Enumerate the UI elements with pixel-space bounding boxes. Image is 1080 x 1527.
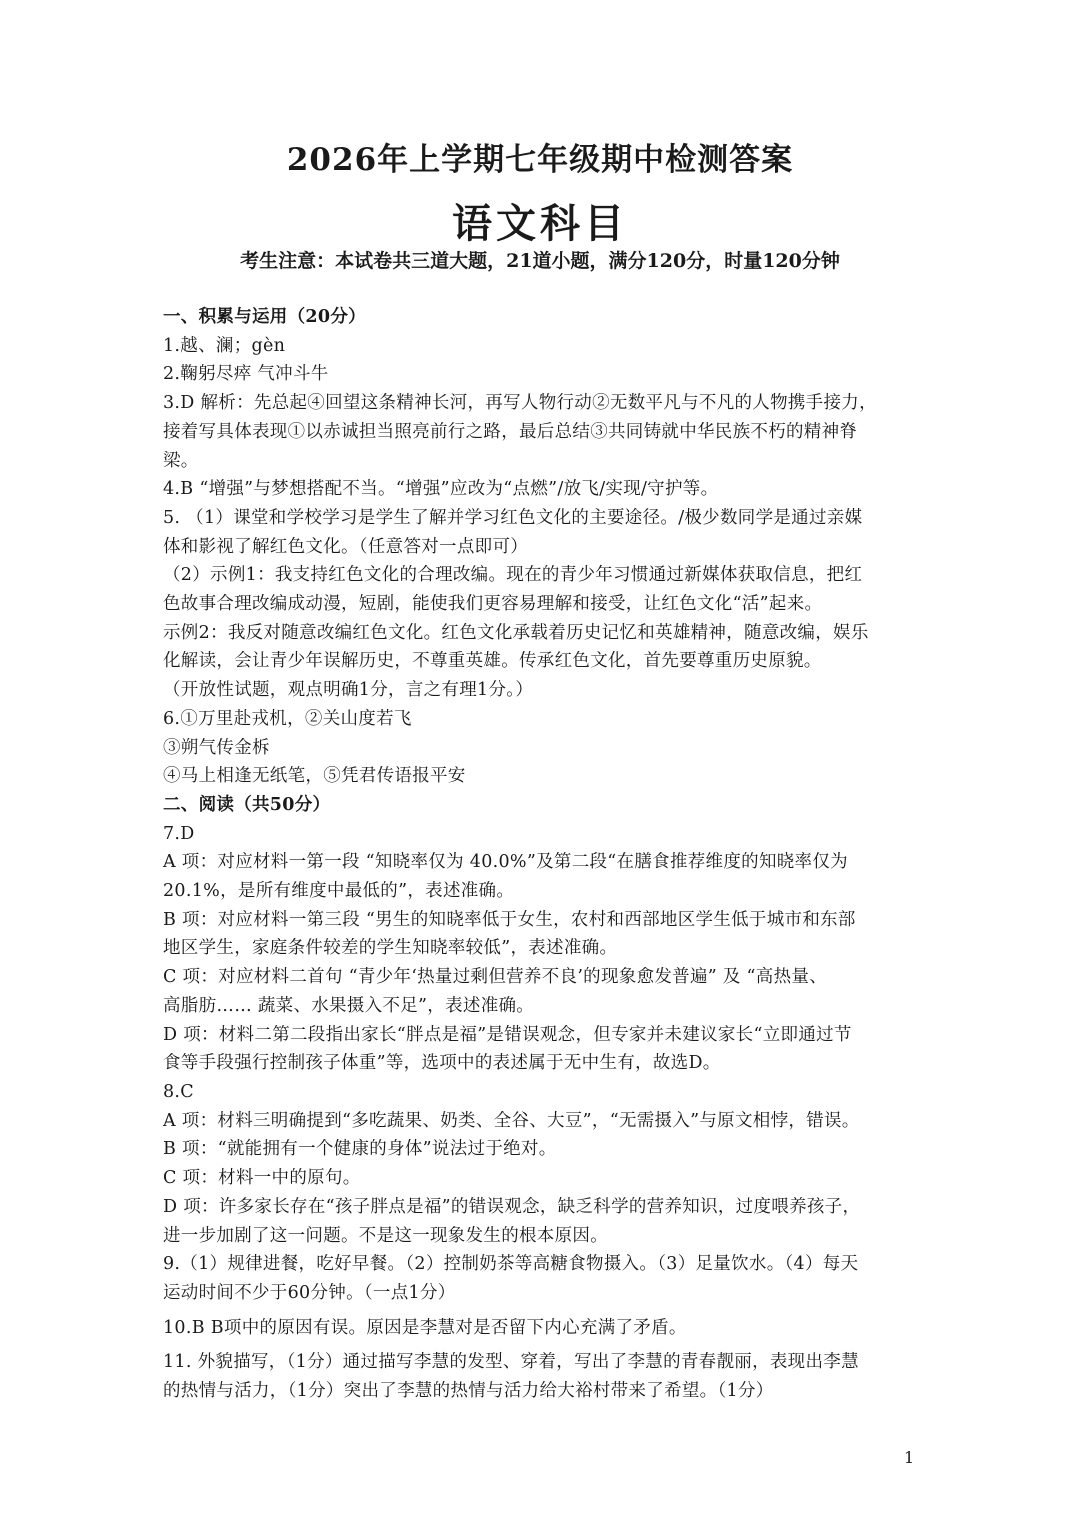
section-heading: 二、阅读（共50分） xyxy=(163,794,331,815)
answer-line: 色故事合理改编成动漫，短剧，能使我们更容易理解和接受，让红色文化“活”起来。 xyxy=(163,594,823,615)
exam-notice: 考生注意：本试卷共三道大题，21道小题，满分120分，时量120分钟 xyxy=(240,250,840,272)
answer-line: ④马上相逢无纸笔，⑤凭君传语报平安 xyxy=(163,766,466,787)
answer-line: 1.越、澜；gèn xyxy=(163,335,286,356)
answer-line: 接着写具体表现①以赤诚担当照亮前行之路，最后总结③共同铸就中华民族不朽的精神脊 xyxy=(163,421,858,442)
page-title: 2026年上学期七年级期中检测答案 xyxy=(286,142,794,178)
answer-line: 20.1%，是所有维度中最低的”，表述准确。 xyxy=(163,881,515,902)
answer-line: 7.D xyxy=(163,823,195,844)
answer-line: 运动时间不少于60分钟。（一点1分） xyxy=(163,1282,456,1303)
answer-line: D 项：许多家长存在“孩子胖点是福”的错误观念，缺乏科学的营养知识，过度喂养孩子， xyxy=(163,1196,861,1217)
answer-line: D 项：材料二第二段指出家长“胖点是福”是错误观念，但专家并未建议家长“立即通过节 xyxy=(163,1024,852,1045)
answer-line: 2.鞠躬尽瘁 气冲斗牛 xyxy=(163,364,329,385)
section-heading: 一、积累与运用（20分） xyxy=(163,307,366,327)
answer-line: B 项：“就能拥有一个健康的身体”说法过于绝对。 xyxy=(163,1139,557,1160)
answer-line: 5. （1）课堂和学校学习是学生了解并学习红色文化的主要途径。/极少数同学是通过亲媒 xyxy=(163,507,863,528)
answer-line: 梁。 xyxy=(163,450,199,471)
answer-line: 3.D 解析：先总起④回望这条精神长河，再写人物行动②无数平凡与不凡的人物携手接力， xyxy=(163,393,877,414)
answer-line: C 项：材料一中的原句。 xyxy=(163,1168,361,1189)
answer-line: B 项：对应材料一第三段 “男生的知晓率低于女生，农村和西部地区学生低于城市和东部 xyxy=(163,909,856,930)
answer-line: （开放性试题，观点明确1分，言之有理1分。） xyxy=(163,680,534,701)
answer-line: 11. 外貌描写，（1分）通过描写李慧的发型、穿着，写出了李慧的青春靓丽，表现出李慧 xyxy=(163,1352,859,1373)
answer-line: （2）示例1：我支持红色文化的合理改编。现在的青少年习惯通过新媒体获取信息，把红 xyxy=(163,565,863,586)
answer-line: 地区学生，家庭条件较差的学生知晓率较低”，表述准确。 xyxy=(163,938,618,959)
page-number: 1 xyxy=(904,1448,915,1467)
answer-line: 体和影视了解红色文化。（任意答对一点即可） xyxy=(163,536,529,557)
answer-line: 化解读，会让青少年误解历史，不尊重英雄。传承红色文化，首先要尊重历史原貌。 xyxy=(163,651,822,672)
answer-body xyxy=(163,303,923,1406)
answer-line: C 项：对应材料二首句 “青少年‘热量过剩但营养不良’的现象愈发普遍” 及 “高热量、 xyxy=(163,967,828,988)
subject-title: 语文科目 xyxy=(452,200,628,247)
answer-line: 食等手段强行控制孩子体重”等，选项中的表述属于无中生有，故选D。 xyxy=(163,1053,721,1074)
answer-line: 4.B “增强”与梦想搭配不当。“增强”应改为“点燃”/放飞/实现/守护等。 xyxy=(163,479,719,500)
answer-line: 示例2：我反对随意改编红色文化。红色文化承载着历史记忆和英雄精神，随意改编，娱乐 xyxy=(163,622,869,643)
answer-line: ③朔气传金柝 xyxy=(163,737,270,758)
answer-line: A 项：对应材料一第一段 “知晓率仅为 40.0%”及第二段“在膳食推荐维度的知晓率仅为 xyxy=(163,852,848,873)
answer-line: 9.（1）规律进餐，吃好早餐。（2）控制奶茶等高糖食物摄入。（3）足量饮水。（4）每天 xyxy=(163,1254,859,1275)
answer-line: A 项：材料三明确提到“多吃蔬果、奶类、全谷、大豆”，“无需摄入”与原文相悖，错误。 xyxy=(163,1110,860,1131)
answer-line: 8.C xyxy=(163,1081,194,1102)
answer-line: 的热情与活力，（1分）突出了李慧的热情与活力给大裕村带来了希望。（1分） xyxy=(163,1381,774,1402)
answer-line: 10.B B项中的原因有误。原因是李慧对是否留下内心充满了矛盾。 xyxy=(163,1317,687,1338)
answer-line: 6.①万里赴戎机，②关山度若飞 xyxy=(163,708,412,729)
answer-line: 高脂肪…… 蔬菜、水果摄入不足”，表述准确。 xyxy=(163,995,535,1016)
answer-line: 进一步加剧了这一问题。不是这一现象发生的根本原因。 xyxy=(163,1225,608,1246)
